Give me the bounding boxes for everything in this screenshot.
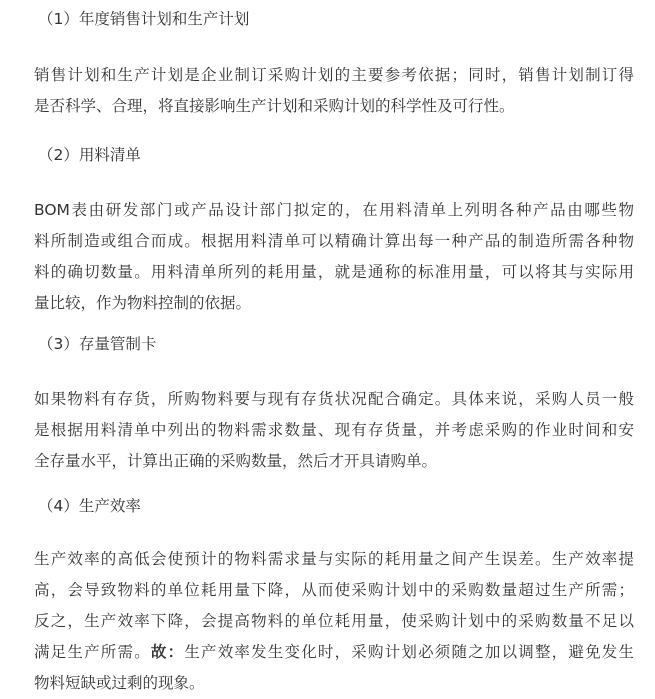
section-paragraph-3	[34, 384, 634, 477]
paragraph-line: 反之，生产效率下降，会提高物料的单位耗用量，使采购计划中的采购数量不足以	[34, 612, 634, 630]
paragraph-line: 物料短缺或过剩的现象。	[34, 674, 205, 692]
section-heading-1: （1）年度销售计划和生产计划	[38, 10, 250, 28]
section-heading-2: （2）用料清单	[38, 146, 141, 164]
paragraph-line: 料的确切数量。用料清单所列的耗用量，就是通称的标准用量，可以将其与实际用	[34, 263, 634, 281]
paragraph-line: 全存量水平，计算出正确的采购数量，然后才开具请购单。	[34, 452, 438, 470]
section-paragraph-2	[34, 195, 634, 319]
bold-inline-label: 故：	[150, 643, 185, 661]
section-paragraph-4	[34, 544, 634, 699]
paragraph-line: 量比较，作为物料控制的依据。	[34, 294, 252, 312]
paragraph-line: 高，会导致物料的单位耗用量下降，从而使采购计划中的采购数量超过生产所需；	[34, 581, 634, 599]
section-paragraph-1	[34, 60, 634, 122]
paragraph-line: 是根据用料清单中列出的物料需求数量、现有存货量，并考虑采购的作业时间和安	[34, 421, 634, 439]
section-heading-4: （4）生产效率	[38, 497, 141, 515]
paragraph-line-with-bold	[34, 637, 634, 668]
paragraph-line-tail: 生产效率发生变化时，采购计划必须随之加以调整，避免发生	[184, 643, 634, 661]
paragraph-line: 生产效率的高低会使预计的物料需求量与实际的耗用量之间产生误差。生产效率提	[34, 550, 634, 568]
paragraph-line: 料所制造或组合而成。根据用料清单可以精确计算出每一种产品的制造所需各种物	[34, 232, 634, 250]
paragraph-line: 如果物料有存货，所购物料要与现有存货状况配合确定。具体来说，采购人员一般	[34, 390, 634, 408]
paragraph-line: 是否科学、合理，将直接影响生产计划和采购计划的科学性及可行性。	[34, 97, 515, 115]
paragraph-line: 销售计划和生产计划是企业制订采购计划的主要参考依据；同时，销售计划制订得	[34, 66, 634, 84]
section-heading-3: （3）存量管制卡	[38, 335, 157, 353]
paragraph-line-start: 满足生产所需。	[34, 643, 151, 661]
paragraph-line: BOM表由研发部门或产品设计部门拟定的，在用料清单上列明各种产品由哪些物	[34, 201, 634, 219]
